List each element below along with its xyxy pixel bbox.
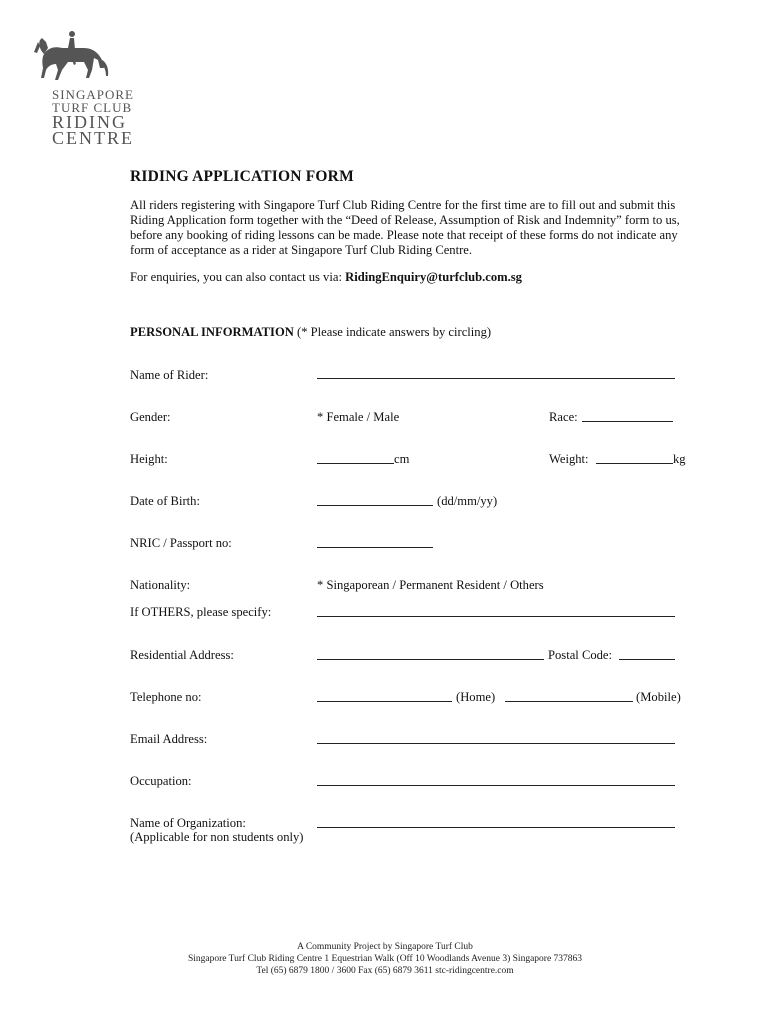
horse-rider-logo-icon bbox=[32, 30, 112, 86]
height-input-line[interactable] bbox=[317, 463, 394, 464]
weight-label: Weight: bbox=[549, 452, 589, 466]
form-title: RIDING APPLICATION FORM bbox=[130, 168, 354, 185]
height-unit: cm bbox=[394, 452, 410, 466]
footer-line-3: Tel (65) 6879 1800 / 3600 Fax (65) 6879 3611 stc-ridingcentre.com bbox=[256, 966, 514, 976]
postal-input-line[interactable] bbox=[619, 659, 675, 660]
section-note: (* Please indicate answers by circling) bbox=[293, 325, 492, 339]
weight-input-line[interactable] bbox=[596, 463, 673, 464]
phone-label: Telephone no: bbox=[130, 690, 202, 704]
org-note: (Applicable for non students only) bbox=[130, 830, 304, 844]
name-label: Name of Rider: bbox=[130, 368, 209, 382]
name-input-line[interactable] bbox=[317, 378, 675, 379]
height-label: Height: bbox=[130, 452, 168, 466]
enquiry-line bbox=[130, 270, 522, 285]
footer-line-2: Singapore Turf Club Riding Centre 1 Equestrian Walk (Off 10 Woodlands Avenue 3) Singapore 737863 bbox=[187, 954, 583, 964]
gender-options[interactable]: * Female / Male bbox=[317, 410, 400, 424]
address-label: Residential Address: bbox=[130, 648, 234, 662]
footer-line-1: A Community Project by Singapore Turf Club bbox=[297, 942, 473, 952]
enquiry-prefix: For enquiries, you can also contact us via: bbox=[130, 270, 346, 284]
dob-input-line[interactable] bbox=[317, 505, 433, 506]
org-label: Name of Organization: bbox=[130, 816, 246, 830]
nationality-options[interactable]: * Singaporean / Permanent Resident / Others bbox=[317, 578, 544, 592]
logo-line-singapore: SINGAPORE bbox=[52, 87, 134, 102]
gender-label: Gender: bbox=[130, 410, 171, 424]
postal-label: Postal Code: bbox=[548, 648, 613, 662]
section-title: PERSONAL INFORMATION bbox=[130, 325, 294, 339]
dob-label: Date of Birth: bbox=[130, 494, 200, 508]
org-input-line[interactable] bbox=[317, 827, 675, 828]
phone-mobile-input-line[interactable] bbox=[505, 701, 633, 702]
dob-format: (dd/mm/yy) bbox=[437, 494, 498, 508]
logo-line-turf-club: TURF CLUB bbox=[52, 100, 133, 115]
weight-unit: kg bbox=[673, 452, 686, 466]
phone-home-label: (Home) bbox=[456, 690, 496, 704]
race-label: Race: bbox=[549, 410, 578, 424]
intro-paragraph: All riders registering with Singapore Turf Club Riding Centre for the first time are to fill out and submit this Riding Application form together with the “Deed of Release, Assumption of Risk and Indemnity” form to us, before any booking of riding lessons can be made. Please note that receipt of these forms do not indicate any form of acceptance as a rider at Singapore Turf Club Riding Centre. bbox=[130, 198, 680, 257]
race-input-line[interactable] bbox=[582, 421, 673, 422]
nric-input-line[interactable] bbox=[317, 547, 433, 548]
others-input-line[interactable] bbox=[317, 616, 675, 617]
email-input-line[interactable] bbox=[317, 743, 675, 744]
logo-line-riding: RIDING bbox=[52, 112, 127, 132]
nationality-label: Nationality: bbox=[130, 578, 191, 592]
phone-mobile-label: (Mobile) bbox=[636, 690, 681, 704]
nric-label: NRIC / Passport no: bbox=[130, 536, 232, 550]
enquiry-email-link[interactable]: RidingEnquiry@turfclub.com.sg bbox=[345, 270, 522, 284]
others-label: If OTHERS, please specify: bbox=[130, 605, 272, 619]
address-input-line[interactable] bbox=[317, 659, 544, 660]
logo-line-centre: CENTRE bbox=[52, 128, 134, 148]
email-label: Email Address: bbox=[130, 732, 208, 746]
occupation-label: Occupation: bbox=[130, 774, 192, 788]
phone-home-input-line[interactable] bbox=[317, 701, 452, 702]
occupation-input-line[interactable] bbox=[317, 785, 675, 786]
section-heading bbox=[130, 325, 491, 340]
